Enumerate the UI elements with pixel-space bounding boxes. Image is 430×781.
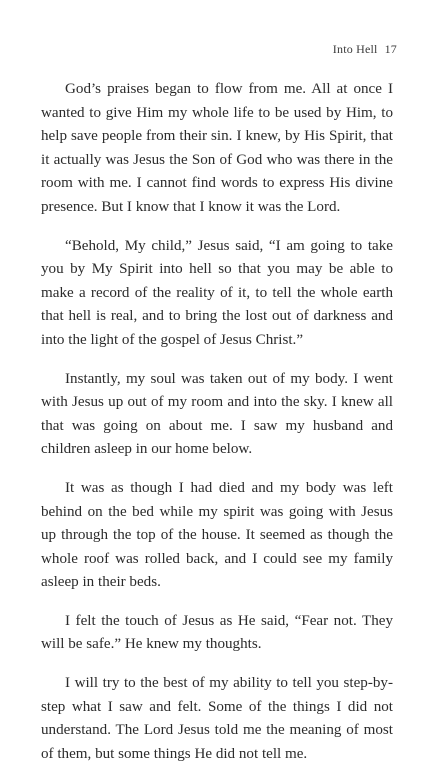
page-number: 17 <box>384 42 397 56</box>
paragraph-5: I felt the touch of Jesus as He said, “Fear not. They will be safe.” He knew my thoughts. <box>41 612 393 653</box>
chapter-title: Into Hell <box>332 42 378 56</box>
paragraph-2: “Behold, My child,” Jesus said, “I am going to take you by My Spirit into hell so that you may be able to make a record of the reality of it, to tell the whole earth that hell is real, and to bring the lost out of darkness and into the light of the gospel of Jesus Christ.” <box>41 237 393 348</box>
paragraph-4: It was as though I had died and my body was left behind on the bed while my spirit was going with Jesus up through the top of the house. It seemed as though the whole roof was rolled back, and I could see my family asleep in their beds. <box>41 479 393 591</box>
paragraph-6: I will try to the best of my ability to tell you step-by-step what I saw and felt. Some of the things I did not understand. The Lord Jesus told me the meaning of most of them, but some things He did not tell me. <box>41 675 393 762</box>
running-header <box>333 42 397 57</box>
body-text <box>41 78 393 781</box>
paragraph-1: God’s praises began to flow from me. All at once I wanted to give Him my whole life to be used by Him, to help save people from their sin. I knew, by His Spirit, that it actually was Jesus the Son of God who was there in the room with me. I cannot find words to express His divine presence. But I know that I know it was the Lord. <box>41 81 393 215</box>
paragraph-3: Instantly, my soul was taken out of my body. I went with Jesus up out of my room and into the sky. I knew all that was going on about me. I saw my husband and children asleep in our home below. <box>41 370 393 458</box>
